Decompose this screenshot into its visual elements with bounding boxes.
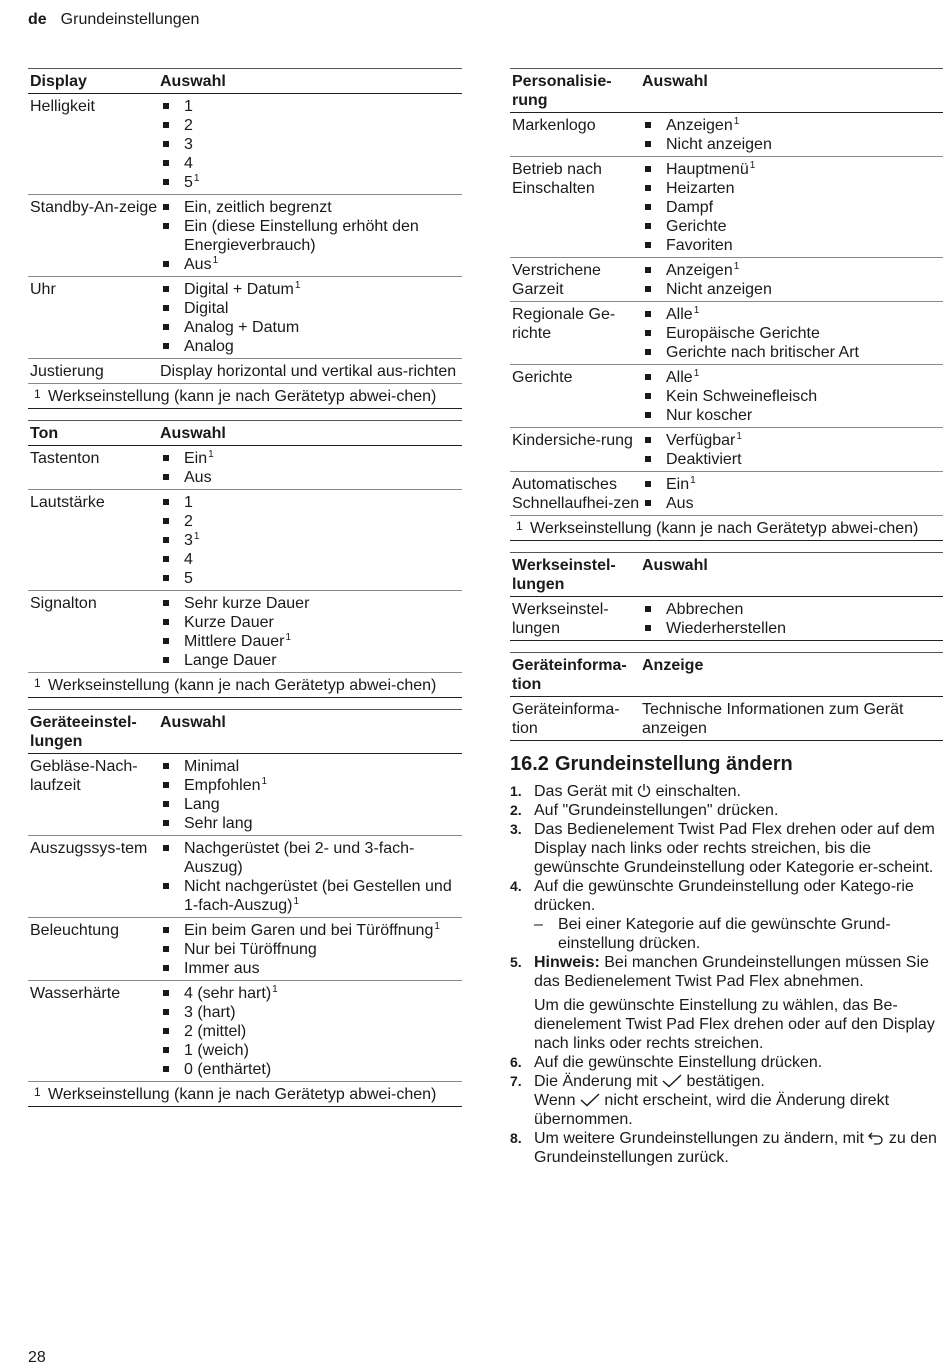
step: 1. Das Gerät mit einschalten. — [510, 783, 741, 800]
row-label: Wasserhärte — [30, 985, 121, 1002]
row-label: Helligkeit — [30, 98, 95, 115]
table-row — [28, 836, 462, 918]
option-default: Alle$^1$ — [642, 305, 941, 324]
option: Heizarten — [642, 179, 941, 198]
option: Aus — [642, 494, 941, 513]
option: Sehr lang — [160, 814, 460, 833]
option-default: $5^1$ — [160, 173, 460, 192]
option: Sehr kurze Dauer — [160, 594, 460, 613]
option-list — [160, 921, 460, 978]
option: Abbrechen — [642, 600, 941, 619]
option: Wiederherstellen — [642, 619, 941, 638]
step: 2. Auf "Grundeinstellungen" drücken. — [510, 802, 779, 819]
option-default: Empfohlen$^1$ — [160, 776, 460, 795]
table-row — [28, 591, 462, 673]
step: 5. Hinweis: Bei manchen Grundeinstellungen müssen Sie das Bedienelement Twist Pad Flex abnehmen. Um die gewünschte Einstellung zu wählen, das Be-dienelement Twist Pad Flex drehen oder auf den Display nach links oder rechts streichen. — [510, 953, 943, 1053]
header-selection: Auswahl — [160, 73, 226, 90]
option-list — [642, 160, 941, 255]
option: 2 — [160, 512, 460, 531]
option: 3 — [160, 135, 460, 154]
header-setting: Personalisie-rung — [512, 73, 612, 109]
option: Lange Dauer — [160, 651, 460, 670]
row-label: Regionale Ge-richte — [512, 306, 616, 342]
option: 1 — [160, 493, 460, 512]
option-default: Verfügbar$^1$ — [642, 431, 941, 450]
table-row — [28, 490, 462, 591]
table-row — [28, 754, 462, 836]
option-list — [160, 839, 460, 915]
table-row — [510, 258, 943, 302]
option-list — [160, 984, 460, 1079]
row-label: Signalton — [30, 595, 97, 612]
page-number: 28 — [28, 1349, 46, 1366]
option: 1 (weich) — [160, 1041, 460, 1060]
table-row — [510, 365, 943, 428]
row-value: Display horizontal und vertikal aus-richten — [160, 363, 457, 380]
option-list — [642, 116, 941, 154]
table-header — [510, 653, 943, 697]
option: Nur bei Türöffnung — [160, 940, 460, 959]
table-row — [28, 446, 462, 490]
option-list — [642, 431, 941, 469]
option-list — [642, 475, 941, 513]
row-label: Verstrichene Garzeit — [512, 262, 601, 298]
row-label: Lautstärke — [30, 494, 105, 511]
option-list — [642, 600, 941, 638]
factory-settings-table — [510, 552, 943, 641]
section-number: 16.2 — [510, 753, 549, 775]
option: Analog — [160, 337, 460, 356]
option-default: Mittlere Dauer$^1$ — [160, 632, 460, 651]
table-header — [510, 69, 943, 113]
option-default: Anzeigen$^1$ — [642, 116, 941, 135]
row-label: Gerichte — [512, 369, 573, 386]
option: Kurze Dauer — [160, 613, 460, 632]
option: Ein, zeitlich begrenzt — [160, 198, 460, 217]
right-column — [510, 68, 943, 1167]
table-header — [28, 421, 462, 446]
header-setting: Geräteinforma-tion — [512, 657, 627, 693]
option-default: Aus$^1$ — [160, 255, 460, 274]
power-icon — [637, 783, 651, 798]
option-default: Ein$^1$ — [642, 475, 941, 494]
table-footnote: 1 Werkseinstellung (kann je nach Gerätetyp abwei-chen) — [28, 384, 462, 409]
table-row — [28, 981, 462, 1082]
option-default: Ein$^1$ — [160, 449, 460, 468]
table-row — [510, 157, 943, 258]
table-row — [510, 428, 943, 472]
option-default: Ein beim Garen und bei Türöffnung$^1$ — [160, 921, 460, 940]
row-label: Uhr — [30, 281, 56, 298]
step-list — [510, 782, 943, 1167]
row-label: Betrieb nach Einschalten — [512, 161, 602, 197]
option-list — [160, 757, 460, 833]
header-setting: Ton — [30, 425, 59, 442]
option: 2 (mittel) — [160, 1022, 460, 1041]
option-list — [160, 493, 460, 588]
option: 4 — [160, 154, 460, 173]
row-label: Gebläse-Nach-laufzeit — [30, 758, 138, 794]
option: Gerichte nach britischer Art — [642, 343, 941, 362]
row-value: Technische Informationen zum Gerät anzeigen — [642, 701, 904, 737]
option: 4 — [160, 550, 460, 569]
step: 7. Die Änderung mit bestätigen. Wenn nicht erscheint, wird die Änderung direkt übernommen. — [510, 1073, 890, 1128]
option-default: $3^1$ — [160, 531, 460, 550]
language-code: de — [28, 11, 47, 28]
page-header — [28, 10, 199, 29]
table-header — [28, 710, 462, 754]
option-default: Digital + Datum$^1$ — [160, 280, 460, 299]
header-selection: Auswahl — [160, 425, 226, 442]
device-info-table — [510, 652, 943, 741]
option: Deaktiviert — [642, 450, 941, 469]
table-header — [510, 553, 943, 597]
row-label: Markenlogo — [512, 117, 596, 134]
table-row — [28, 277, 462, 359]
row-label: Kindersiche-rung — [512, 432, 633, 449]
option: 3 (hart) — [160, 1003, 460, 1022]
row-label: Automatisches Schnellaufhei-zen — [512, 476, 640, 512]
device-settings-table — [28, 709, 462, 1107]
left-column — [28, 68, 462, 1118]
header-selection: Auswahl — [642, 557, 708, 574]
option: Analog + Datum — [160, 318, 460, 337]
option-list — [642, 261, 941, 299]
option-list — [160, 449, 460, 487]
header-title: Grundeinstellungen — [60, 11, 200, 28]
option: 0 (enthärtet) — [160, 1060, 460, 1079]
option: Nachgerüstet (bei 2- und 3-fach-Auszug) — [160, 839, 460, 877]
option-default: Hauptmenü$^1$ — [642, 160, 941, 179]
option: Immer aus — [160, 959, 460, 978]
section-title — [510, 752, 943, 776]
sub-step: – Bei einer Kategorie auf die gewünschte Grund-einstellung drücken. — [534, 916, 891, 952]
step: 8. Um weitere Grundeinstellungen zu ändern, mit zu den Grundeinstellungen zurück. — [510, 1130, 937, 1166]
step: 3. Das Bedienelement Twist Pad Flex drehen oder auf dem Display nach links oder rechts streichen, bis die gewünschte Grundeinstellung oder Kategorie er-scheint. — [510, 821, 935, 876]
option: 1 — [160, 97, 460, 116]
table-row — [28, 195, 462, 277]
option: Nicht anzeigen — [642, 135, 941, 154]
option: Minimal — [160, 757, 460, 776]
option-list — [160, 594, 460, 670]
option: Gerichte — [642, 217, 941, 236]
option: 2 — [160, 116, 460, 135]
option-list — [642, 368, 941, 425]
table-row — [510, 472, 943, 516]
check-icon — [662, 1074, 682, 1088]
row-label: Werkseinstel-lungen — [512, 601, 609, 637]
header-selection: Auswahl — [160, 714, 226, 731]
table-header — [28, 69, 462, 94]
option-default: 4 (sehr hart)$^1$ — [160, 984, 460, 1003]
step: 4. Auf die gewünschte Grundeinstellung oder Katego-rie drücken. – Bei einer Kategorie auf die gewünschte Grund-einstellung drücken. — [510, 877, 943, 953]
option-default: Anzeigen$^1$ — [642, 261, 941, 280]
header-setting: Geräteeinstel-lungen — [30, 714, 137, 750]
option: Lang — [160, 795, 460, 814]
row-label: Geräteinforma-tion — [512, 701, 620, 737]
table-row — [28, 94, 462, 195]
option: Nicht anzeigen — [642, 280, 941, 299]
step: 6. Auf die gewünschte Einstellung drücken. — [510, 1054, 823, 1071]
row-label: Beleuchtung — [30, 922, 119, 939]
option: Aus — [160, 468, 460, 487]
option-default: Alle$^1$ — [642, 368, 941, 387]
sound-table — [28, 420, 462, 698]
option-list — [160, 198, 460, 274]
table-row — [510, 597, 943, 641]
note-label: Hinweis: — [534, 954, 600, 971]
option-list — [642, 305, 941, 362]
display-table — [28, 68, 462, 409]
personalization-table — [510, 68, 943, 541]
section-heading: Grundeinstellung ändern — [554, 753, 793, 775]
back-icon — [868, 1131, 884, 1145]
table-row — [510, 697, 943, 741]
header-setting: Werkseinstel-lungen — [512, 557, 616, 593]
check-icon — [580, 1093, 600, 1107]
option: Favoriten — [642, 236, 941, 255]
table-footnote: 1 Werkseinstellung (kann je nach Gerätetyp abwei-chen) — [28, 673, 462, 698]
header-selection: Auswahl — [642, 73, 708, 90]
header-setting: Display — [30, 73, 87, 90]
table-footnote: 1 Werkseinstellung (kann je nach Gerätetyp abwei-chen) — [28, 1082, 462, 1107]
header-display: Anzeige — [642, 657, 704, 674]
table-row — [28, 918, 462, 981]
option-list — [160, 97, 460, 192]
option: Digital — [160, 299, 460, 318]
option-default: Nicht nachgerüstet (bei Gestellen und 1-fach-Auszug)$^1$ — [160, 877, 460, 915]
row-label: Tastenton — [30, 450, 100, 467]
row-label: Standby-An-zeige — [30, 199, 158, 216]
option: Ein (diese Einstellung erhöht den Energieverbrauch) — [160, 217, 460, 255]
table-row — [28, 359, 462, 384]
option: Dampf — [642, 198, 941, 217]
option: Nur koscher — [642, 406, 941, 425]
option: Kein Schweinefleisch — [642, 387, 941, 406]
option-list — [160, 280, 460, 356]
table-row — [510, 113, 943, 157]
row-label: Justierung — [30, 363, 104, 380]
option: 5 — [160, 569, 460, 588]
row-label: Auszugssys-tem — [30, 840, 148, 857]
table-row — [510, 302, 943, 365]
option: Europäische Gerichte — [642, 324, 941, 343]
table-footnote: 1 Werkseinstellung (kann je nach Gerätetyp abwei-chen) — [510, 516, 943, 541]
note-paragraph: Um die gewünschte Einstellung zu wählen, das Be-dienelement Twist Pad Flex drehen oder auf den Display nach links oder rechts streichen. — [534, 997, 935, 1052]
